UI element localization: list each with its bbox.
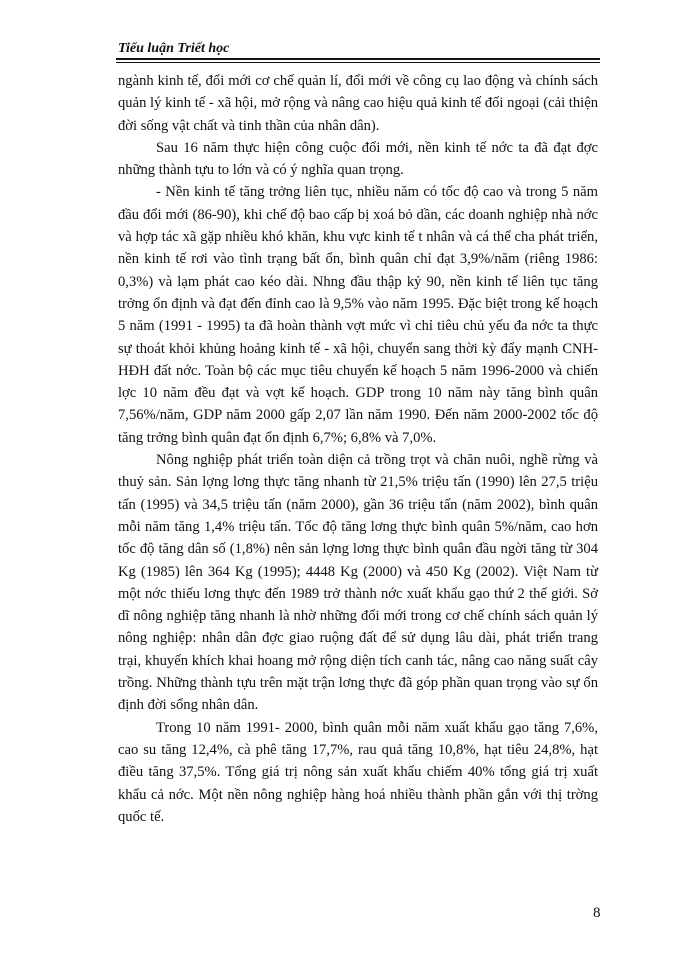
page-number: 8: [593, 905, 601, 921]
paragraph-continuation: ngành kinh tế, đổi mới cơ chế quản lí, đổi mới về công cụ lao động và chính sách quản lý kinh tế - xã hội, mở rộng và nâng cao hiệu quả kinh tế đối ngoại (cải thiện đời sống vật chất và tinh thần của nhân dân).: [118, 73, 598, 134]
header-rule: [116, 58, 600, 60]
paragraph-exports: Trong 10 năm 1991- 2000, bình quân mỗi năm xuất khẩu gạo tăng 7,6%, cao su tăng 12,4%, cà phê tăng 17,7%, rau quả tăng 10,8%, hạt tiêu 24,8%, hạt điều tăng 37,5%. Tổng giá trị nông sản xuất khẩu chiếm 40% tổng giá trị xuất khẩu cả nớc. Một nền nông nghiệp hàng hoá nhiều thành phần gắn với thị trờng quốc tế.: [118, 719, 598, 825]
paragraph-agriculture: Nông nghiệp phát triển toàn diện cả trồng trọt và chăn nuôi, nghề rừng và thuỷ sản. Sản lợng lơng thực tăng nhanh từ 21,5% triệu tấn (1990) lên 27,5 triệu tấn (1995) và 34,5 triệu tấn (năm 2000), gần 36 triệu tấn (năm 2002), bình quân mỗi năm tăng 1,4% triệu tấn. Tốc độ tăng lơng thực bình quân 5%/năm, cao hơn tốc độ tăng dân số (1,8%) nên sản lợng lơng thực bình quân đầu ngời tăng từ 304 Kg (1985) lên 364 Kg (1995); 4448 Kg (2000) và 450 Kg (2002). Việt Nam từ một nớc thiếu lơng thực đến 1989 trở thành nớc xuất khẩu gạo thứ 2 thế giới. Sở dĩ nông nghiệp tăng nhanh là nhờ những đổi mới trong cơ chế chính sách quản lý nông nghiệp: nhân dân đợc giao ruộng đất để sử dụng lâu dài, phát triển trang trại, khuyến khích khai hoang mở rộng diện tích canh tác, nâng cao năng suất cây trồng. Những thành tựu trên mặt trận lơng thực đã góp phần quan trọng vào sự ổn định đời sống nhân dân.: [118, 452, 598, 714]
header-rule-secondary: [116, 62, 600, 63]
body-text: [118, 70, 598, 828]
paragraph-economy-growth: - Nền kinh tế tăng trởng liên tục, nhiều năm có tốc độ cao và trong 5 năm đầu đổi mới (86-90), khi chế độ bao cấp bị xoá bỏ dần, các doanh nghiệp nhà nớc và hợp tác xã gặp nhiều khó khăn, khu vực kinh tế t nhân và cá thể cha phát triển, nền kinh tế rơi vào tình trạng bất ổn, bình quân chỉ đạt 3,9%/năm (riêng 1986: 0,3%) và lạm phát cao kéo dài. Nhng đầu thập kỷ 90, nền kinh tế liên tục tăng trởng ổn định và đạt đến đỉnh cao là 9,5% vào năm 1995. Đặc biệt trong kế hoạch 5 năm (1991 - 1995) ta đã hoàn thành vợt mức vì chỉ tiêu chủ yếu đa nớc ta thực sự thoát khỏi khủng hoảng kinh tế - xã hội, chuyển sang thời kỳ đẩy mạnh CNH-HĐH đất nớc. Toàn bộ các mục tiêu chuyển kế hoạch 5 năm 1996-2000 và chiến lợc 10 năm đều đạt và vợt kế hoạch. GDP trong 10 năm này tăng bình quân 7,56%/năm, GDP năm 2000 gấp 2,07 lần năm 1990. Đến năm 2000-2002 tốc độ tăng trởng bình quân đạt ổn định 6,7%; 6,8% và 7,0%.: [118, 184, 598, 446]
paragraph-intro: Sau 16 năm thực hiện công cuộc đổi mới, nền kinh tế nớc ta đã đạt đợc những thành tựu to lớn và có ý nghĩa quan trọng.: [118, 139, 598, 179]
running-header-title: Tiểu luận Triết học: [118, 41, 230, 56]
